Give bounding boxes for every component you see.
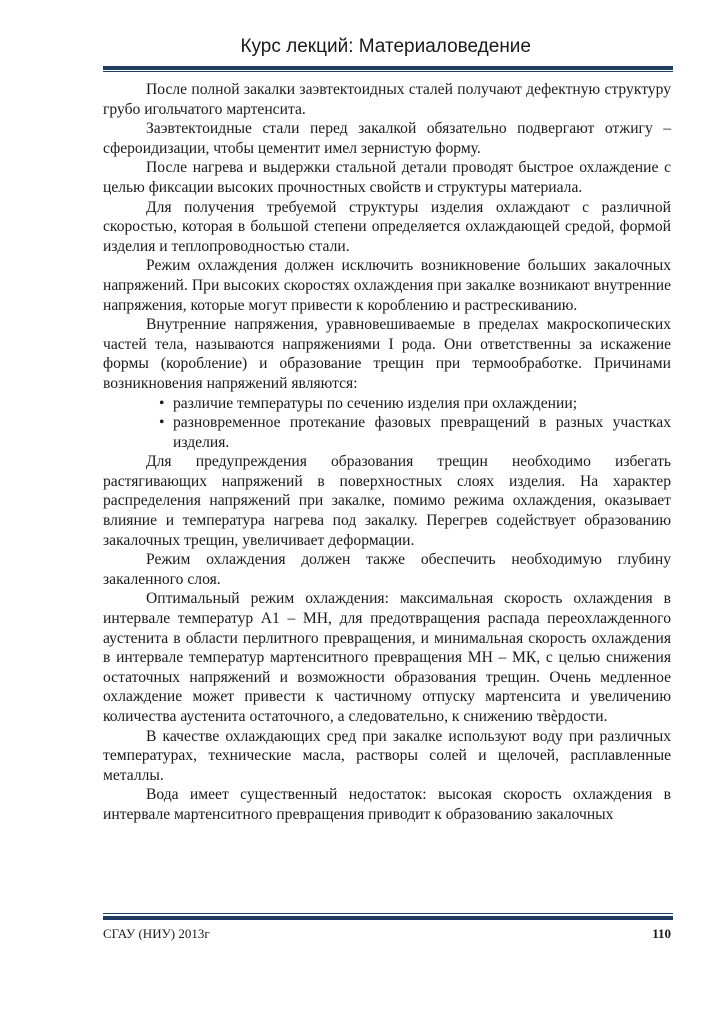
paragraph: В качестве охлаждающих сред при закалке используют воду при различных температурах, технические масла, растворы солей и щелочей, расплавленные металлы.	[103, 727, 671, 784]
paragraph: Для предупреждения образования трещин необходимо избегать растягивающих напряжений в поверхностных слоях изделия. На характер распределения напряжений при закалке, помимо режима охлаждения, оказывает влияние и температура нагрева под закалку. Перегрев содействует образованию закалочных трещин, увеличивает деформации.	[103, 453, 671, 549]
page-header-title: Курс лекций: Материаловедение	[240, 36, 531, 57]
page-number: 110	[652, 926, 671, 941]
paragraph: Вода имеет существенный недостаток: высокая скорость охлаждения в интервале мартенситного превращения приводит к образованию закалочных	[103, 786, 671, 823]
paragraph: Оптимальный режим охлаждения: максимальная скорость охлаждения в интервале температур A1 – MН, для предотвращения распада переохлажденного аустенита в области перлитного превращения, и минимальная скорость охлаждения в интервале температур мартенситного превращения MН – MК, с целью снижения остаточных напряжений и возможности образования трещин. Очень медленное охлаждение может привести к частичному отпуску мартенсита и увеличению количества аустенита остаточного, а следовательно, к снижению твѐрдости.	[103, 590, 671, 725]
body-text	[103, 80, 671, 825]
footer-rule-thick	[103, 916, 673, 920]
header-rule-thick	[103, 66, 673, 70]
paragraph: После полной закалки заэвтектоидных сталей получают дефектную структуру грубо игольчатого мартенсита.	[103, 81, 671, 118]
bullet-list	[103, 394, 671, 453]
paragraph: Для получения требуемой структуры изделия охлаждают с различной скоростью, которая в большой степени определяется охлаждающей средой, формой изделия и теплопроводностью стали.	[103, 198, 671, 255]
paragraph: Режим охлаждения должен также обеспечить необходимую глубину закаленного слоя.	[103, 551, 671, 588]
footer-rule-thin	[103, 913, 673, 914]
list-item: • разновременное протекание фазовых превращений в разных участках изделия.	[161, 413, 671, 452]
paragraph: После нагрева и выдержки стальной детали проводят быстрое охлаждение с целью фиксации высоких прочностных свойств и структуры материала.	[103, 159, 671, 196]
footer-institution: СГАУ (НИУ) 2013г	[103, 926, 210, 941]
header-rule-thin	[103, 71, 673, 72]
paragraph: Режим охлаждения должен исключить возникновение больших закалочных напряжений. При высоких скоростях охлаждения при закалке возникают внутренние напряжения, которые могут привести к короблению и растрескиванию.	[103, 257, 671, 314]
paragraph: Заэвтектоидные стали перед закалкой обязательно подвергают отжигу – сфероидизации, чтобы цементит имел зернистую форму.	[103, 120, 671, 157]
list-item: • различие температуры по сечению изделия при охлаждении;	[161, 394, 671, 414]
paragraph: Внутренние напряжения, уравновешиваемые в пределах макроскопических частей тела, называются напряжениями I рода. Они ответственны за искажение формы (коробление) и образование трещин при термообработке. Причинами возникновения напряжений являются:	[103, 316, 671, 392]
